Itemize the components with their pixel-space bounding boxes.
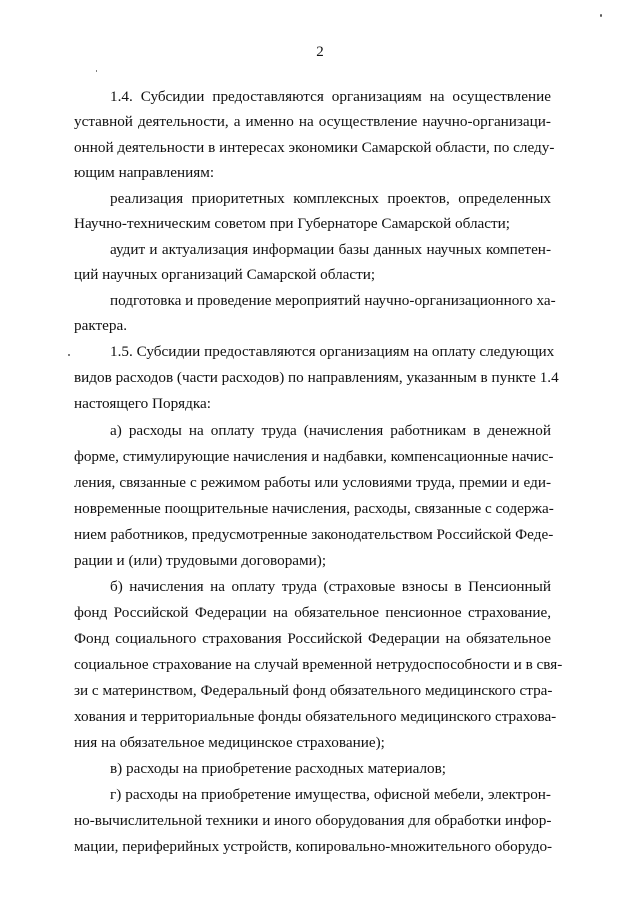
paragraph-line: ций научных организаций Самарской области; (74, 266, 376, 283)
paragraph-line: г) расходы на приобретение имущества, офисной мебели, электрон- (110, 786, 551, 803)
paragraph-line: Фонд социального страхования Российской Федерации на обязательное (74, 630, 551, 647)
paragraph-line: фонд Российской Федерации на обязательное пенсионное страхование, (74, 604, 551, 621)
paragraph-line: аудит и актуализация информации базы данных научных компетен- (110, 241, 551, 258)
paragraph-line: реализация приоритетных комплексных проектов, определенных (110, 190, 551, 207)
paragraph-line: уставной деятельности, а именно на осуществление научно-организаци- (74, 113, 551, 130)
paragraph-line: рактера. (74, 317, 128, 334)
page-number: 2 (316, 44, 324, 60)
paragraph-line: онной деятельности в интересах экономики Самарской области, по следу- (74, 139, 555, 156)
paragraph-line: подготовка и проведение мероприятий научно-организационного ха- (110, 292, 556, 309)
paragraph-line: но-вычислительной техники и иного оборудования для обработки инфор- (74, 812, 552, 829)
paragraph-line: 1.5. Субсидии предоставляются организациям на оплату следующих (110, 343, 555, 360)
paragraph-line: нием работников, предусмотренные законодательством Российской Феде- (74, 526, 554, 543)
paragraph-line: ления, связанные с режимом работы или условиями труда, премии и еди- (74, 474, 551, 491)
paragraph-line: 1.4. Субсидии предоставляются организациям на осуществление (110, 88, 551, 105)
scan-speck (600, 14, 602, 17)
paragraph-line: хования и территориальные фонды обязательного медицинского страхова- (74, 708, 557, 725)
paragraph-line: ющим направлениям: (74, 164, 215, 181)
paragraph-line: видов расходов (части расходов) по направлениям, указанным в пункте 1.4 (74, 369, 559, 386)
paragraph-line: рации и (или) трудовыми договорами); (74, 552, 327, 569)
paragraph-line: новременные поощрительные начисления, расходы, связанные с содержа- (74, 500, 554, 517)
scan-speck (96, 70, 97, 72)
paragraph-line: настоящего Порядка: (74, 395, 211, 412)
paragraph-line: форме, стимулирующие начисления и надбавки, компенсационные начис- (74, 448, 554, 465)
paragraph-line: социальное страхование на случай временной нетрудоспособности и в свя- (74, 656, 563, 673)
paragraph-line: б) начисления на оплату труда (страховые взносы в Пенсионный (110, 578, 551, 595)
paragraph-line: а) расходы на оплату труда (начисления работникам в денежной (110, 422, 551, 439)
paragraph-line: зи с материнством, Федеральный фонд обязательного медицинского стра- (74, 682, 553, 699)
paragraph-line: в) расходы на приобретение расходных материалов; (110, 760, 447, 777)
paragraph-line: мации, периферийных устройств, копировально-множительного оборудо- (74, 838, 553, 855)
paragraph-line: Научно-техническим советом при Губернаторе Самарской области; (74, 215, 510, 232)
paragraph-line: ния на обязательное медицинское страхование); (74, 734, 385, 751)
scan-speck (68, 354, 70, 356)
